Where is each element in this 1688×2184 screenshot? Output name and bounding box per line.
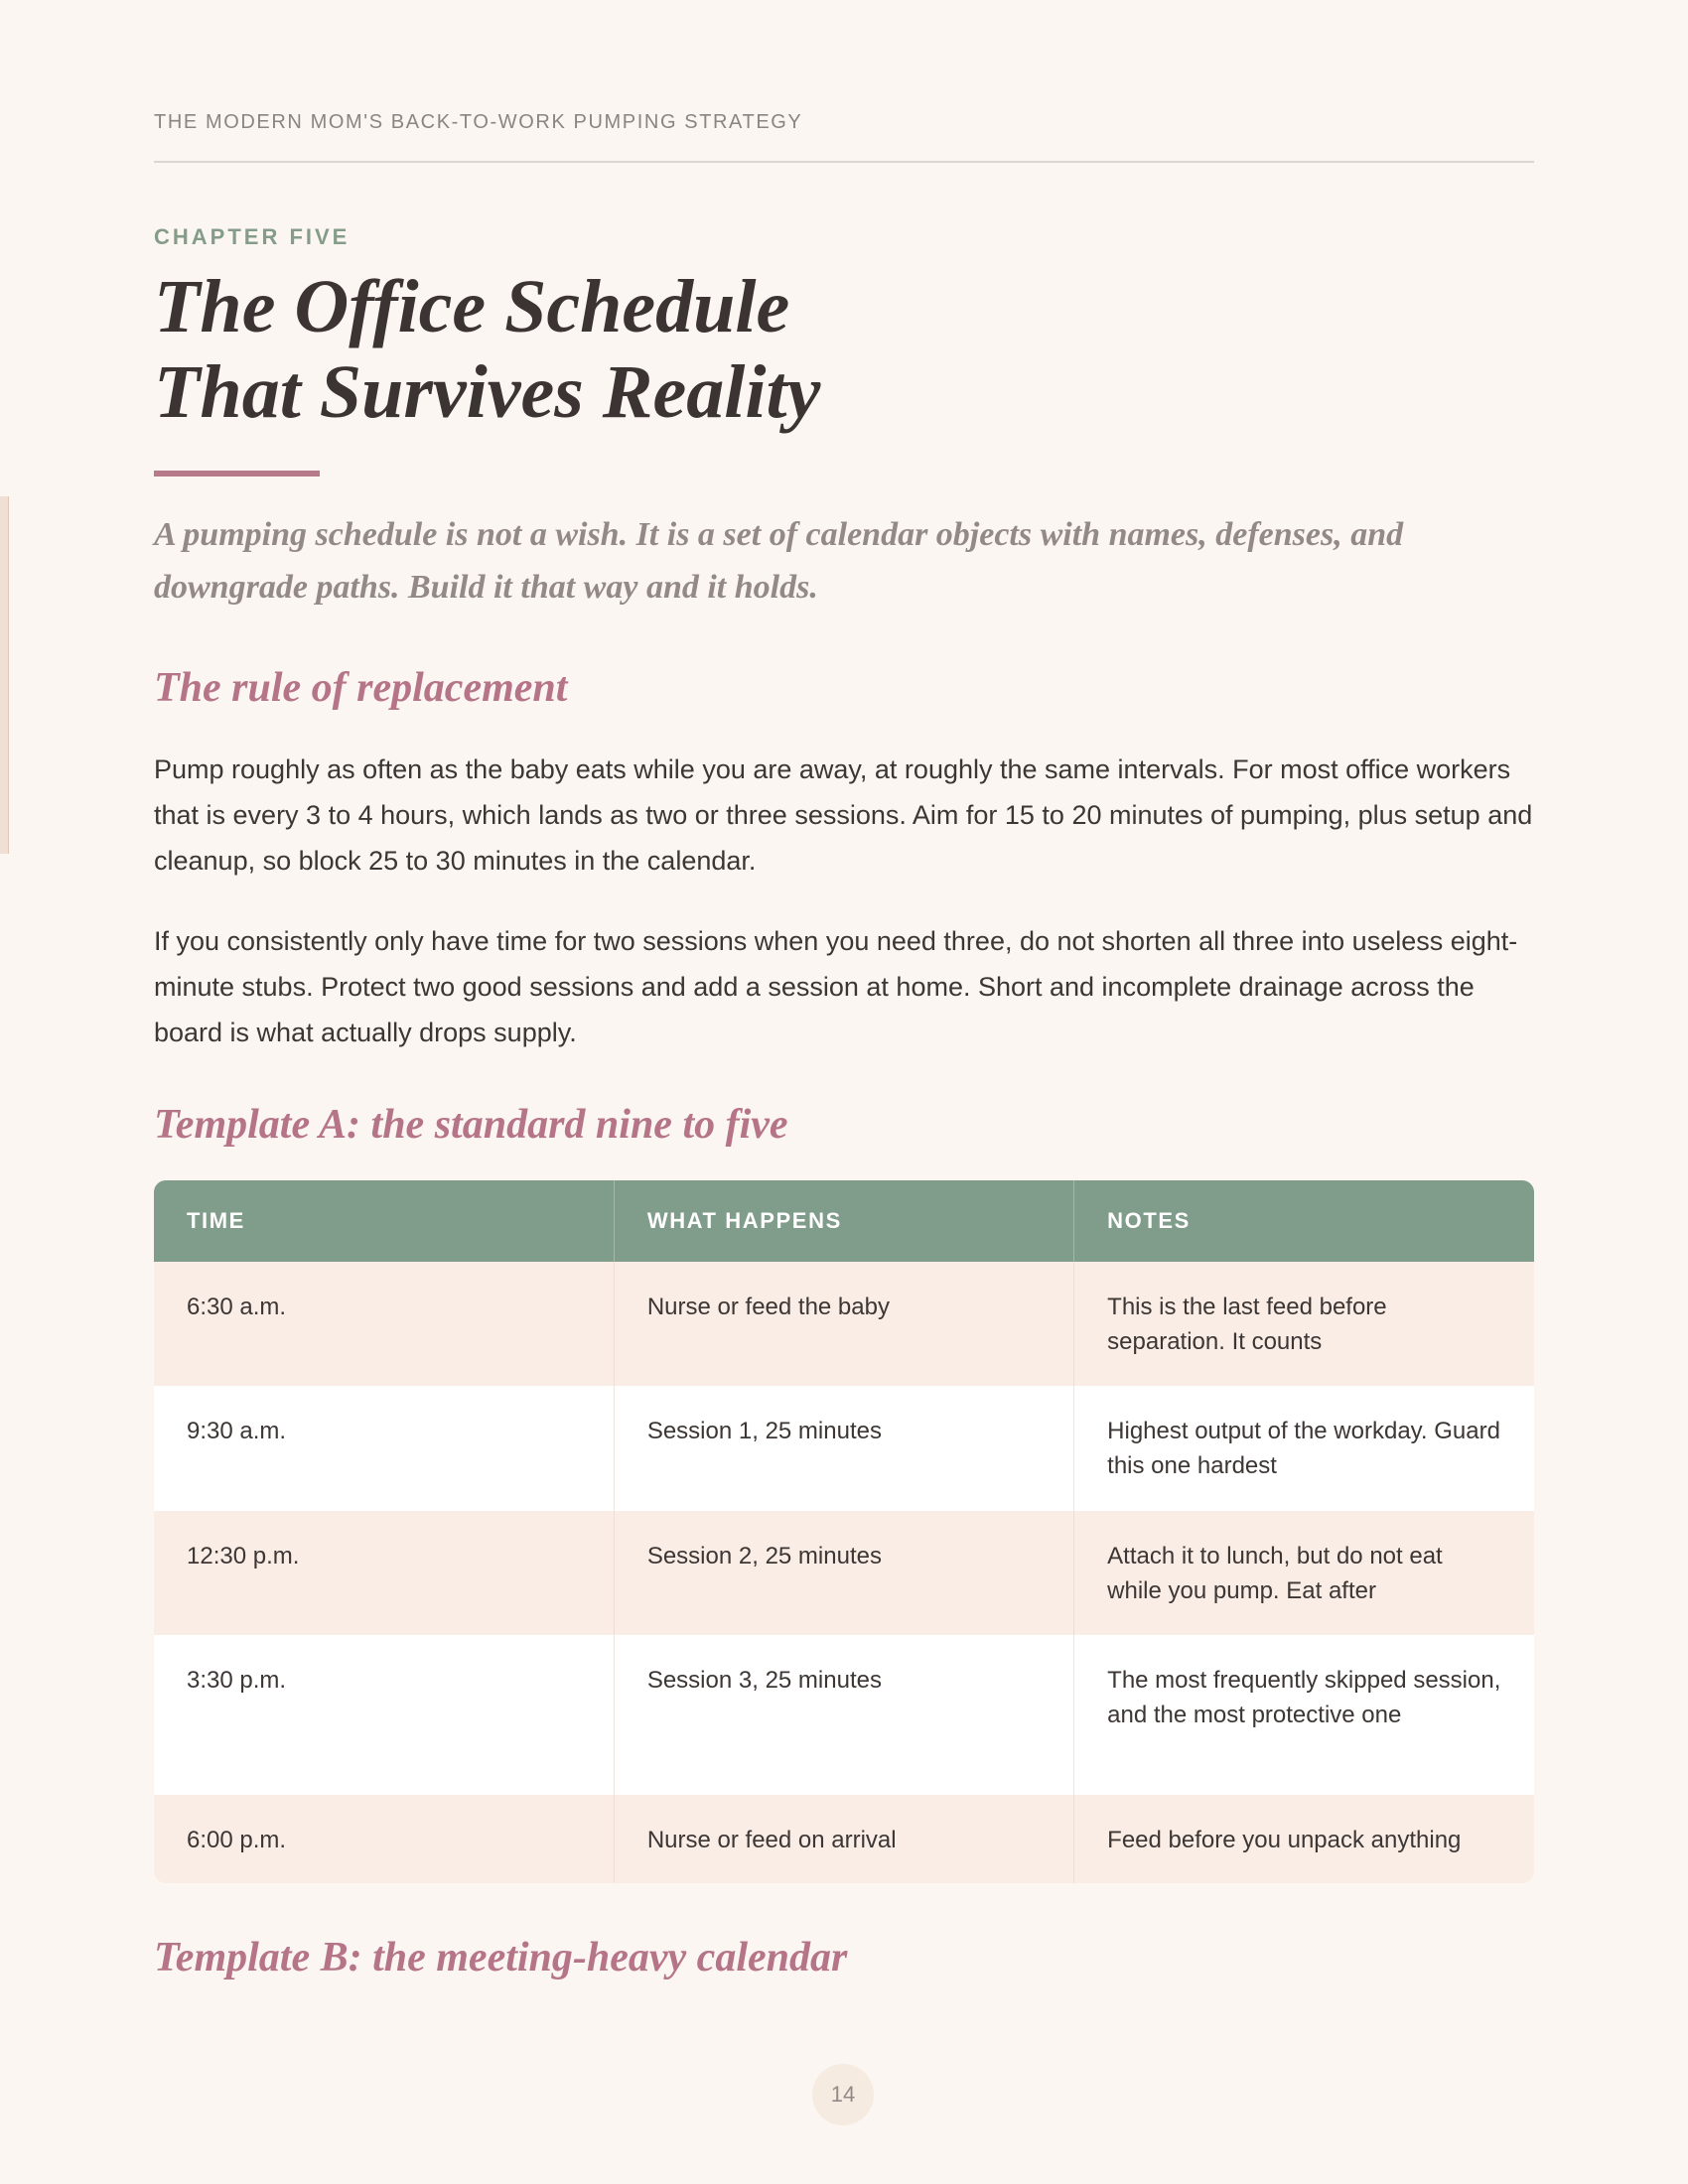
schedule-table	[154, 1180, 1534, 1883]
title-underline	[154, 471, 320, 477]
chapter-title-line-2: That Survives Reality	[154, 350, 821, 434]
chapter-title-line-1: The Office Schedule	[154, 265, 790, 348]
cell-what-happens: Session 3, 25 minutes	[614, 1635, 1073, 1795]
cell-notes: Highest output of the workday. Guard this one hardest	[1074, 1386, 1534, 1511]
page-number-badge: 14	[812, 2064, 874, 2125]
table-header-row	[154, 1180, 1534, 1262]
cell-time: 12:30 p.m.	[154, 1511, 614, 1635]
cell-notes: The most frequently skipped session, and the most protective one	[1074, 1635, 1534, 1795]
column-header-time: TIME	[154, 1180, 614, 1262]
cell-notes: Feed before you unpack anything	[1074, 1795, 1534, 1883]
table-row	[154, 1635, 1534, 1795]
cell-time: 6:30 a.m.	[154, 1262, 614, 1386]
cell-what-happens: Session 2, 25 minutes	[614, 1511, 1073, 1635]
table-row	[154, 1795, 1534, 1883]
running-head: THE MODERN MOM'S BACK-TO-WORK PUMPING STRATEGY	[154, 111, 803, 133]
table-row	[154, 1386, 1534, 1511]
chapter-label: CHAPTER FIVE	[154, 224, 351, 249]
chapter-lede: A pumping schedule is not a wish. It is a set of calendar objects with names, defenses, and downgrade paths. Build it that way and it holds.	[154, 516, 1404, 606]
section-heading-template-b: Template B: the meeting-heavy calendar	[154, 1935, 848, 1980]
margin-accent-bar	[0, 496, 9, 854]
table-row	[154, 1262, 1534, 1386]
cell-what-happens: Nurse or feed the baby	[614, 1262, 1073, 1386]
cell-what-happens: Nurse or feed on arrival	[614, 1795, 1073, 1883]
chapter-title	[154, 264, 820, 435]
cell-notes: Attach it to lunch, but do not eat while you pump. Eat after	[1074, 1511, 1534, 1635]
section-heading-template-a: Template A: the standard nine to five	[154, 1102, 788, 1148]
table-row	[154, 1511, 1534, 1635]
cell-time: 9:30 a.m.	[154, 1386, 614, 1511]
column-header-what-happens: WHAT HAPPENS	[614, 1180, 1073, 1262]
body-paragraph-2: If you consistently only have time for two sessions when you need three, do not shorten all three into useless eight-minute stubs. Protect two good sessions and add a session at home. Short and incomplete drainage across the board is what actually drops supply.	[154, 926, 1518, 1047]
header-divider	[154, 161, 1534, 163]
cell-notes: This is the last feed before separation. It counts	[1074, 1262, 1534, 1386]
column-header-notes: NOTES	[1074, 1180, 1534, 1262]
body-paragraph-1: Pump roughly as often as the baby eats while you are away, at roughly the same intervals. For most office workers that is every 3 to 4 hours, which lands as two or three sessions. Aim for 15 to 20 minutes of pumping, plus setup and cleanup, so block 25 to 30 minutes in the calendar.	[154, 754, 1533, 876]
cell-time: 6:00 p.m.	[154, 1795, 614, 1883]
cell-what-happens: Session 1, 25 minutes	[614, 1386, 1073, 1511]
section-heading-rule-of-replacement: The rule of replacement	[154, 665, 568, 711]
cell-time: 3:30 p.m.	[154, 1635, 614, 1795]
